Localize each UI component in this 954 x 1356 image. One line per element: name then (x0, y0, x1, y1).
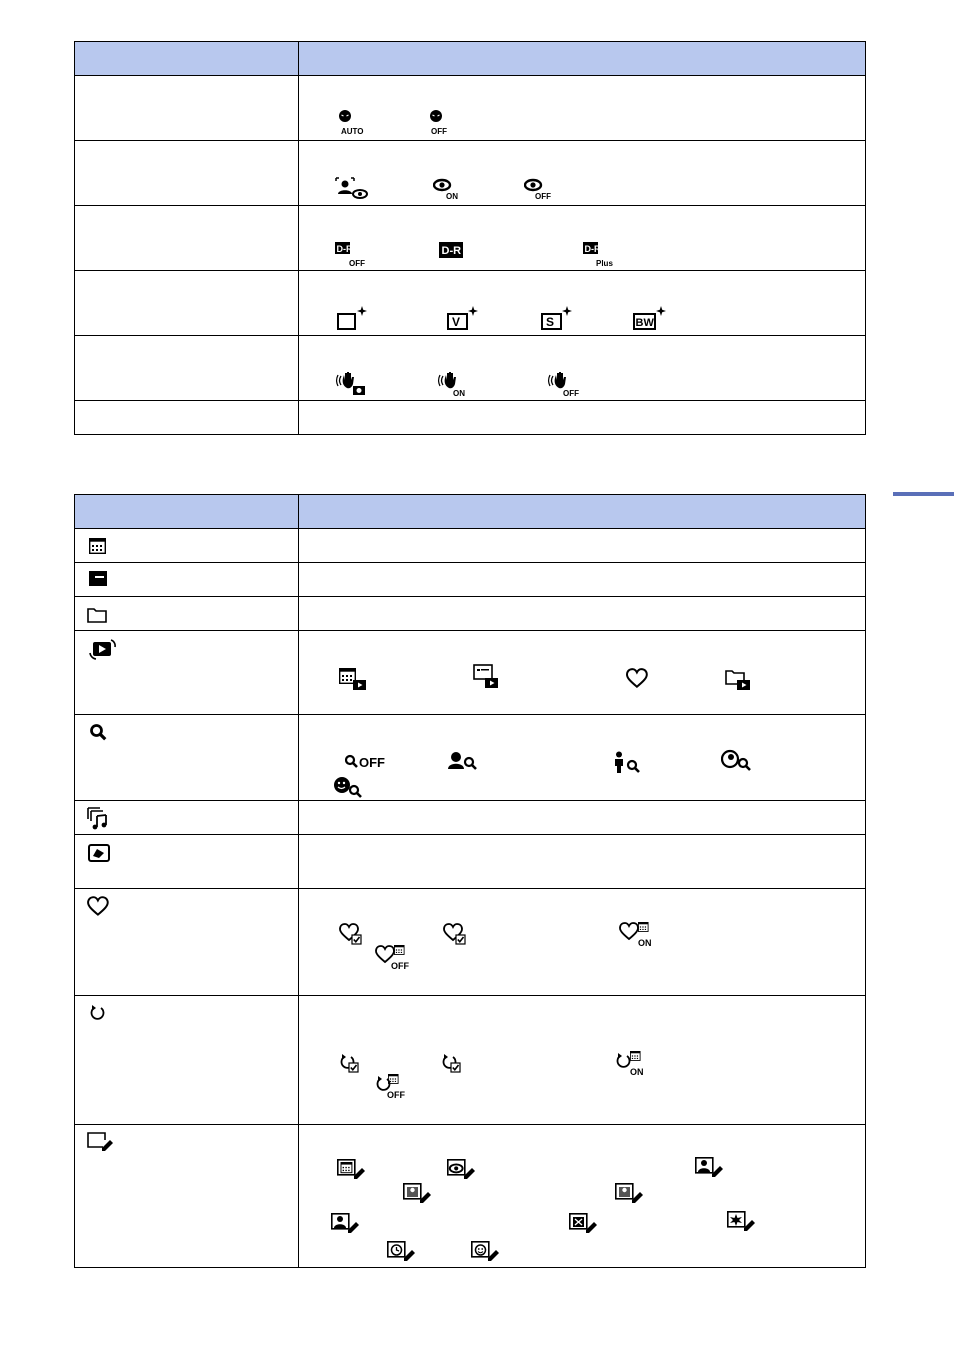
row-description-cell (299, 529, 866, 563)
retouch-icon (88, 844, 112, 864)
fav-multi-check-icon (443, 923, 471, 947)
svg-text:D-R: D-R (441, 245, 462, 257)
color-vivid-icon (447, 305, 483, 331)
svg-text:D-R: D-R (584, 244, 601, 254)
folder-play-icon (725, 668, 757, 694)
steadyshot-shoot-icon (335, 372, 371, 398)
row-label-cell (75, 271, 299, 336)
search-icon (89, 723, 109, 743)
protect-check-icon (339, 1052, 369, 1076)
fav-check-icon (339, 923, 367, 947)
svg-text:ON: ON (630, 1067, 644, 1077)
row-label-cell (75, 336, 299, 401)
dro-plus-icon (583, 242, 623, 270)
steadyshot-on-icon (437, 372, 477, 398)
svg-text:OFF: OFF (535, 192, 551, 201)
favorites-icon (87, 896, 111, 918)
face-search-icon (333, 775, 369, 799)
svg-text:Plus: Plus (596, 259, 613, 268)
row-description-cell (299, 801, 866, 835)
svg-text:OFF: OFF (431, 127, 447, 136)
viewing-settings-table (74, 494, 866, 1268)
dro-off-icon (335, 242, 375, 268)
protect-icon (89, 1003, 109, 1025)
svg-text:ON: ON (638, 938, 652, 948)
edit-portrait2-icon (615, 1183, 647, 1205)
dro-standard-icon (439, 242, 469, 262)
svg-text:BW: BW (635, 317, 654, 329)
redeye-on-icon (433, 177, 467, 201)
date-view-icon (339, 668, 371, 694)
date-list-icon (89, 571, 109, 589)
color-bw-icon (633, 305, 669, 331)
row-description-cell (299, 835, 866, 889)
switch-view-mode-icon (87, 638, 121, 662)
svg-text:S: S (546, 315, 555, 329)
redeye-auto-icon (335, 177, 369, 201)
event-view-icon (473, 664, 505, 692)
header-description (299, 495, 866, 529)
row-label-cell (75, 206, 299, 271)
edit-calendar-icon (337, 1159, 369, 1181)
protect-multi-icon (441, 1052, 471, 1076)
shooting-settings-table (74, 41, 866, 435)
svg-text:OFF: OFF (563, 389, 579, 398)
edit-smile-icon (471, 1241, 503, 1263)
fav-date-off-icon (375, 945, 415, 971)
color-normal-icon (337, 305, 373, 331)
folder-view-icon (87, 606, 109, 624)
favorites-view-icon (625, 668, 651, 690)
edit-eye-icon (447, 1159, 479, 1181)
header-item (75, 495, 299, 529)
child-search-icon (613, 751, 649, 775)
edit-portrait-icon (403, 1183, 435, 1205)
svg-text:OFF: OFF (391, 961, 409, 971)
row-label-cell (75, 141, 299, 206)
row-description-cell (299, 401, 866, 435)
face-off-icon (428, 109, 458, 137)
color-sepia-icon (541, 305, 577, 331)
face-auto-icon (337, 109, 367, 137)
calendar-view-icon (89, 538, 109, 556)
slideshow-music-icon (87, 807, 109, 831)
edit-icon (87, 1132, 117, 1154)
protect-date-on-icon (615, 1051, 655, 1077)
search-off-icon (345, 753, 387, 771)
edit-person-icon (695, 1157, 727, 1179)
edit-crop-icon (569, 1213, 601, 1235)
row-label-cell (75, 76, 299, 141)
steadyshot-off-icon (547, 372, 587, 398)
svg-text:OFF: OFF (349, 259, 365, 268)
row-description-cell (299, 563, 866, 597)
smile-search-icon (447, 751, 483, 773)
redeye-off-icon (524, 177, 558, 201)
svg-text:AUTO: AUTO (341, 127, 364, 136)
svg-text:V: V (452, 315, 461, 329)
edit-burst-icon (727, 1211, 759, 1233)
svg-text:OFF: OFF (387, 1090, 405, 1100)
edit-clock-icon (387, 1241, 419, 1263)
adult-search-icon (721, 749, 757, 773)
svg-text:D-R: D-R (336, 244, 353, 254)
edit-portrait3-icon (331, 1213, 363, 1235)
section-tab-marker (893, 492, 954, 496)
svg-text:OFF: OFF (359, 755, 385, 770)
header-item (75, 42, 299, 76)
row-label-cell (75, 401, 299, 435)
svg-text:ON: ON (453, 389, 465, 398)
header-description (299, 42, 866, 76)
row-description-cell (299, 597, 866, 631)
fav-date-on-icon (619, 922, 659, 948)
svg-text:ON: ON (446, 192, 458, 201)
protect-date-off-icon (375, 1074, 415, 1100)
